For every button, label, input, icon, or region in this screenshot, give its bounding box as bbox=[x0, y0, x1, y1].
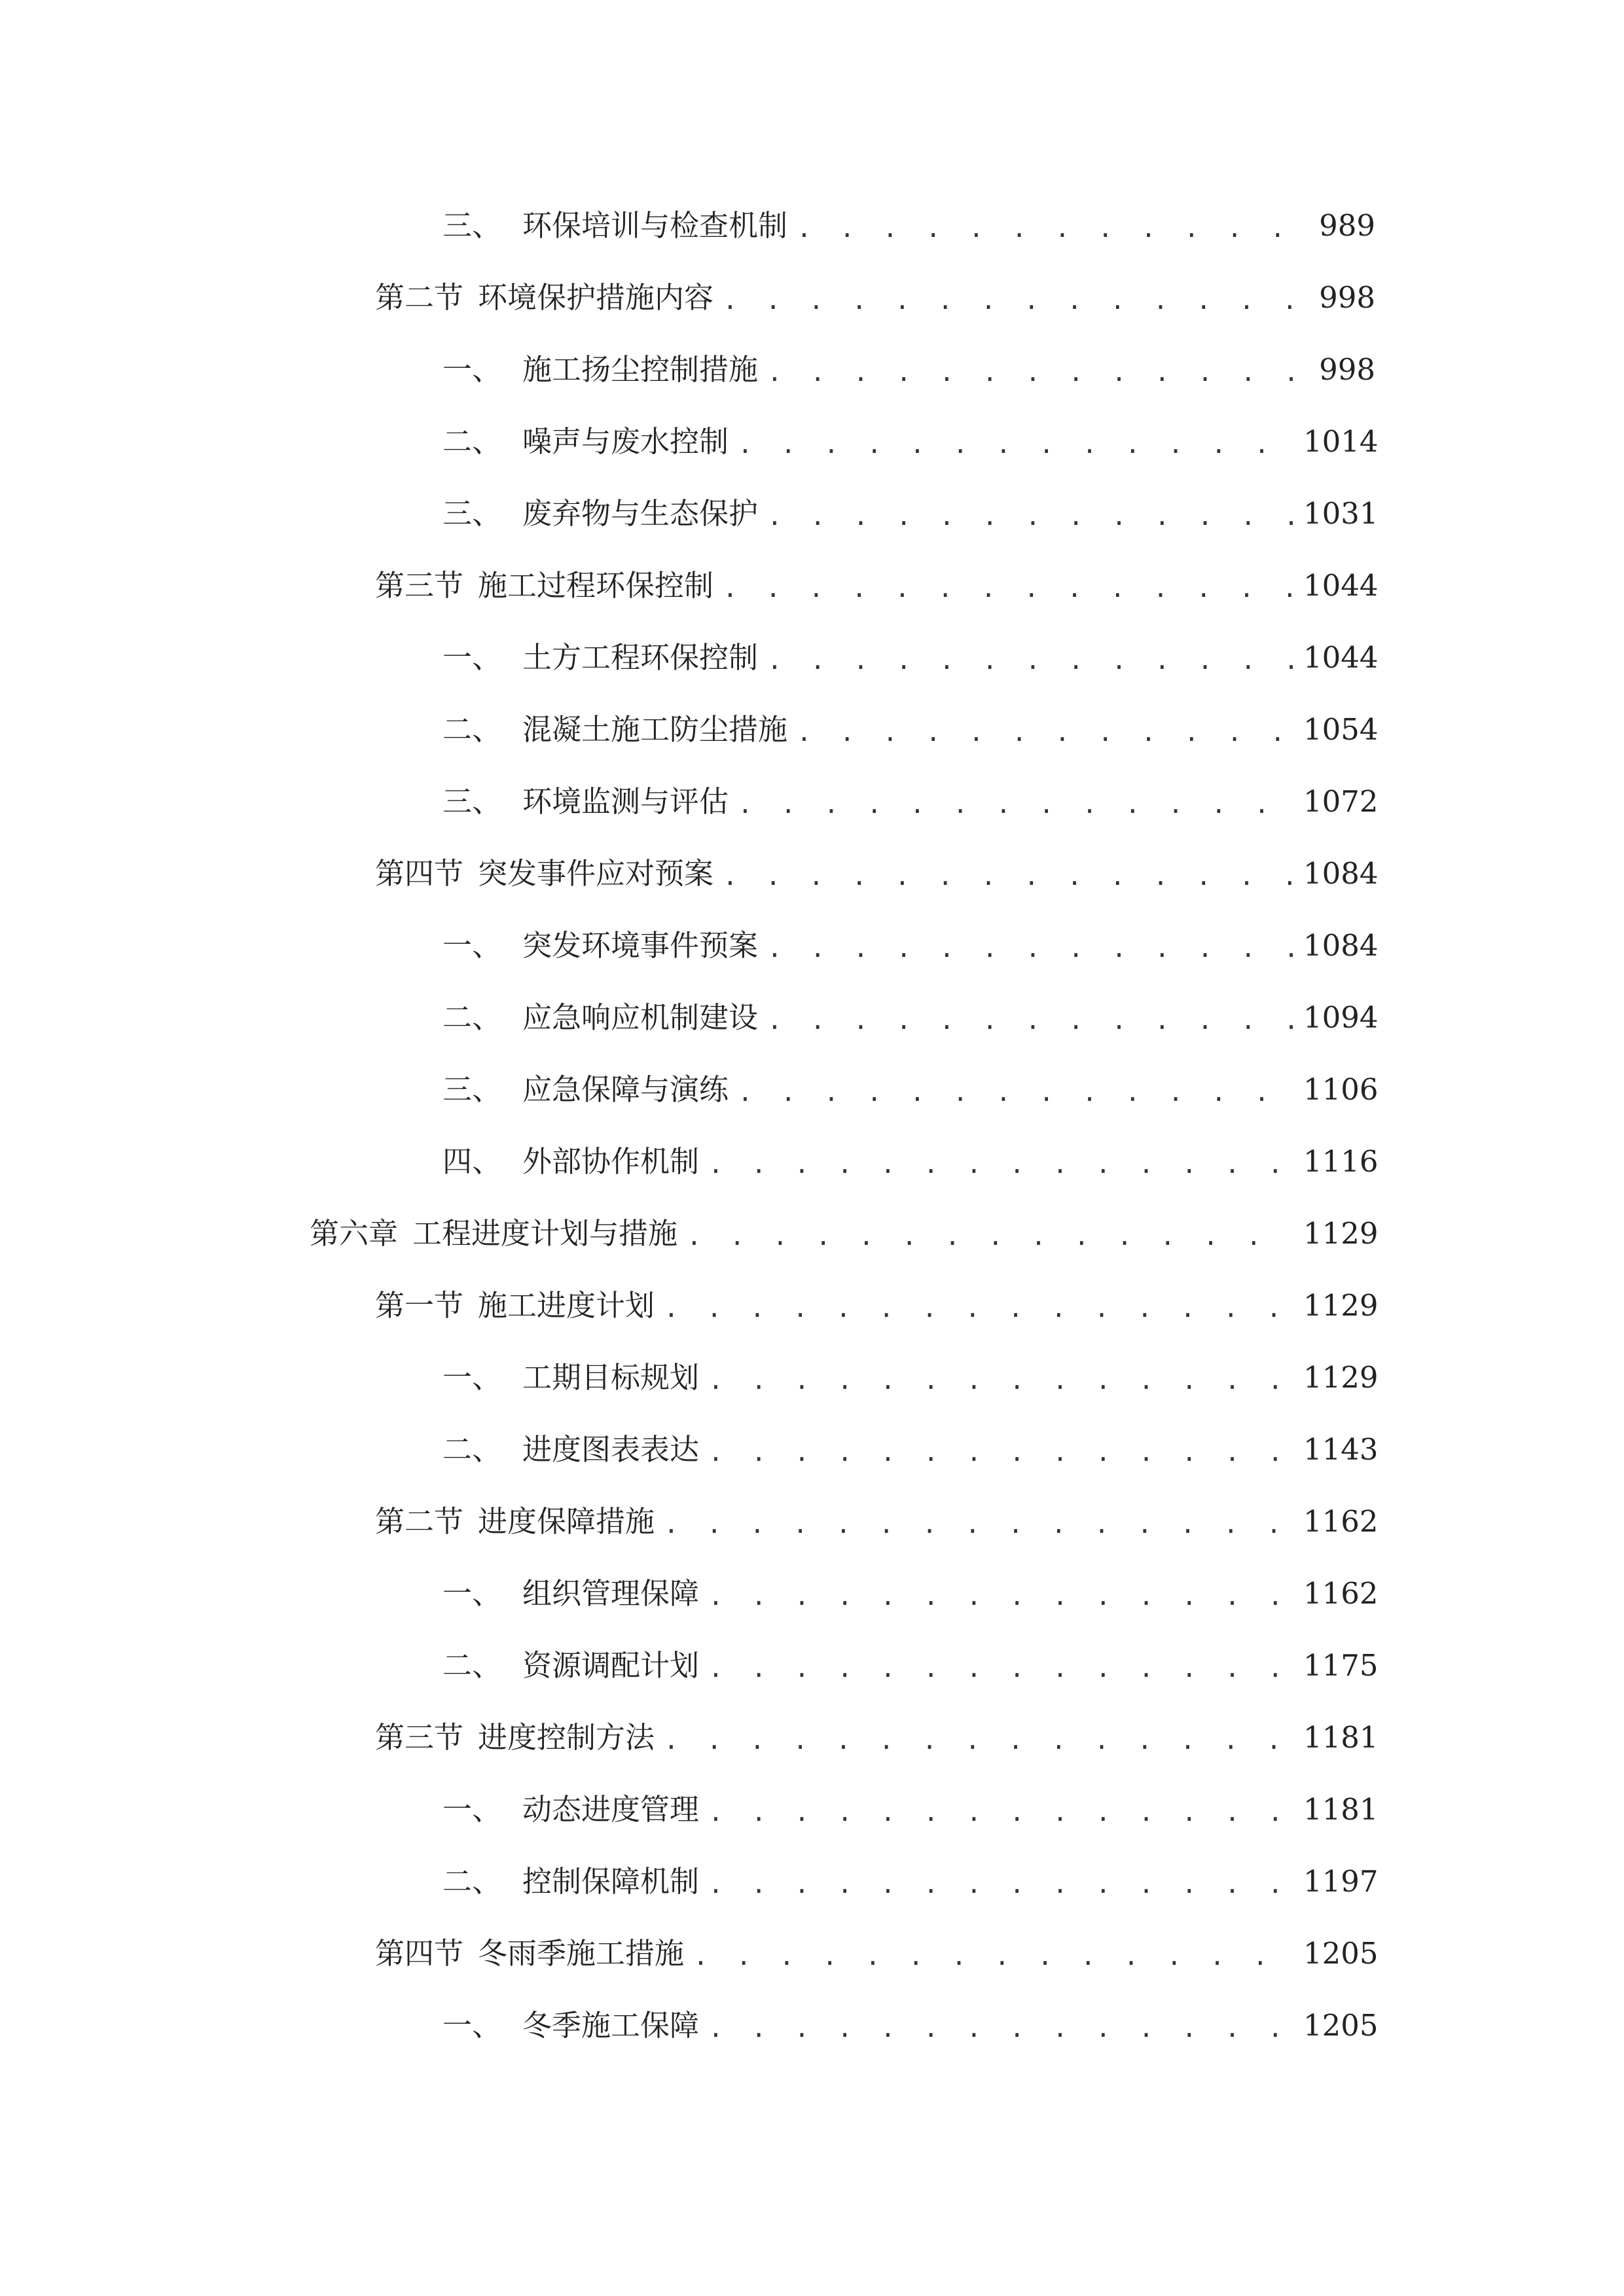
toc-dot-leader bbox=[767, 354, 1294, 391]
toc-dot-leader bbox=[708, 1650, 1294, 1687]
toc-entry-marker: 第四节 bbox=[375, 1936, 464, 1971]
toc-entry-item[interactable] bbox=[0, 910, 1624, 982]
toc-entry-label bbox=[442, 639, 758, 676]
toc-dot-leader bbox=[664, 1722, 1294, 1759]
toc-dot-leader bbox=[723, 282, 1294, 319]
toc-entry-title: 工期目标规划 bbox=[522, 1360, 700, 1395]
toc-entry-item[interactable] bbox=[0, 1774, 1624, 1846]
toc-entry-marker: 二、 bbox=[442, 1648, 502, 1683]
toc-entry-chapter[interactable] bbox=[0, 1198, 1624, 1270]
toc-entry-section[interactable] bbox=[0, 262, 1624, 334]
toc-dot-leader bbox=[708, 1362, 1294, 1399]
toc-entry-marker: 三、 bbox=[442, 784, 502, 819]
toc-entry-item[interactable] bbox=[0, 478, 1624, 550]
toc-page-number: 998 bbox=[1319, 280, 1375, 315]
toc-entry-item[interactable] bbox=[0, 190, 1624, 262]
toc-entry-marker: 三、 bbox=[442, 1072, 502, 1107]
toc-entry-marker: 第二节 bbox=[375, 1504, 464, 1539]
toc-page-number: 1054 bbox=[1303, 712, 1379, 747]
toc-dot-leader bbox=[723, 858, 1294, 895]
toc-dot-leader bbox=[664, 1290, 1294, 1327]
toc-entry-label bbox=[442, 351, 758, 388]
toc-entry-title: 进度控制方法 bbox=[478, 1720, 655, 1755]
toc-entry-marker: 第一节 bbox=[375, 1288, 464, 1323]
toc-entry-section[interactable] bbox=[0, 1918, 1624, 1990]
toc-entry-marker: 一、 bbox=[442, 352, 502, 387]
toc-entry-item[interactable] bbox=[0, 1990, 1624, 2062]
toc-entry-section[interactable] bbox=[0, 838, 1624, 910]
toc-entry-title: 组织管理保障 bbox=[522, 1576, 700, 1611]
toc-entry-section[interactable] bbox=[0, 1270, 1624, 1342]
toc-entry-title: 噪声与废水控制 bbox=[522, 424, 729, 459]
toc-dot-leader bbox=[738, 1074, 1294, 1111]
toc-page-number: 1162 bbox=[1303, 1504, 1379, 1539]
toc-page-number: 1094 bbox=[1303, 1000, 1379, 1035]
toc-dot-leader bbox=[738, 786, 1294, 823]
toc-entry-title: 应急响应机制建设 bbox=[522, 1000, 759, 1035]
toc-entry-marker: 一、 bbox=[442, 1360, 502, 1395]
toc-entry-section[interactable] bbox=[0, 1486, 1624, 1558]
toc-dot-leader bbox=[708, 1434, 1294, 1471]
toc-entry-label bbox=[442, 1431, 699, 1468]
toc-entry-title: 施工过程环保控制 bbox=[478, 568, 714, 603]
toc-entry-title: 土方工程环保控制 bbox=[522, 640, 759, 675]
toc-entry-item[interactable] bbox=[0, 406, 1624, 478]
toc-entry-label bbox=[442, 1359, 699, 1396]
toc-entry-label bbox=[442, 783, 729, 820]
toc-entry-item[interactable] bbox=[0, 1846, 1624, 1918]
toc-entry-marker: 二、 bbox=[442, 712, 502, 747]
toc-dot-leader bbox=[687, 1218, 1294, 1255]
toc-entry-label bbox=[375, 1503, 655, 1540]
toc-entry-label bbox=[375, 279, 713, 316]
toc-page-number: 1129 bbox=[1303, 1360, 1379, 1395]
toc-entry-title: 废弃物与生态保护 bbox=[522, 496, 759, 531]
toc-entry-marker: 三、 bbox=[442, 496, 502, 531]
toc-entry-label bbox=[442, 1647, 699, 1684]
toc-entry-item[interactable] bbox=[0, 1342, 1624, 1414]
toc-entry-marker: 第三节 bbox=[375, 1720, 464, 1755]
toc-dot-leader bbox=[767, 498, 1294, 535]
toc-entry-marker: 二、 bbox=[442, 1864, 502, 1899]
toc-entry-title: 施工扬尘控制措施 bbox=[522, 352, 759, 387]
toc-entry-label bbox=[375, 855, 713, 892]
toc-page-number: 1162 bbox=[1303, 1576, 1379, 1611]
toc-entry-marker: 一、 bbox=[442, 640, 502, 675]
toc-entry-label bbox=[310, 1215, 677, 1252]
toc-dot-leader bbox=[797, 714, 1294, 751]
toc-entry-title: 动态进度管理 bbox=[522, 1792, 700, 1827]
toc-entry-title: 环境保护措施内容 bbox=[478, 280, 714, 315]
toc-dot-leader bbox=[708, 1794, 1294, 1831]
toc-entry-label bbox=[375, 1935, 684, 1972]
toc-entry-marker: 二、 bbox=[442, 1432, 502, 1467]
toc-page-number: 1116 bbox=[1303, 1144, 1379, 1179]
toc-entry-label bbox=[375, 1287, 655, 1324]
toc-page-number: 1014 bbox=[1303, 424, 1379, 459]
toc-entry-label bbox=[375, 1719, 655, 1756]
toc-entry-title: 应急保障与演练 bbox=[522, 1072, 729, 1107]
toc-dot-leader bbox=[723, 570, 1294, 607]
toc-entry-marker: 二、 bbox=[442, 1000, 502, 1035]
toc-entry-marker: 第三节 bbox=[375, 568, 464, 603]
toc-entry-marker: 四、 bbox=[442, 1144, 502, 1179]
toc-page-number: 1205 bbox=[1303, 1936, 1379, 1971]
toc-page-number: 1175 bbox=[1303, 1648, 1379, 1683]
toc-entry-label bbox=[442, 1575, 699, 1612]
toc-page-number: 1031 bbox=[1303, 496, 1379, 531]
toc-dot-leader bbox=[738, 426, 1294, 463]
toc-entry-item[interactable] bbox=[0, 1126, 1624, 1198]
toc-page-number: 1143 bbox=[1303, 1432, 1379, 1467]
toc-page-number: 1072 bbox=[1303, 784, 1379, 819]
toc-entry-marker: 一、 bbox=[442, 1576, 502, 1611]
toc-dot-leader bbox=[767, 642, 1294, 679]
toc-entry-item[interactable] bbox=[0, 1558, 1624, 1630]
toc-page-number: 1044 bbox=[1303, 568, 1379, 603]
table-of-contents bbox=[0, 190, 1624, 2062]
toc-page-number: 1106 bbox=[1303, 1072, 1379, 1107]
toc-page-number: 989 bbox=[1319, 208, 1375, 243]
toc-entry-title: 混凝土施工防尘措施 bbox=[522, 712, 788, 747]
toc-entry-section[interactable] bbox=[0, 1702, 1624, 1774]
toc-entry-label bbox=[442, 927, 758, 964]
toc-entry-title: 环保培训与检查机制 bbox=[522, 208, 788, 243]
toc-entry-label bbox=[442, 1071, 729, 1108]
toc-dot-leader bbox=[664, 1506, 1294, 1543]
toc-entry-title: 冬雨季施工措施 bbox=[478, 1936, 685, 1971]
toc-entry-title: 环境监测与评估 bbox=[522, 784, 729, 819]
toc-dot-leader bbox=[708, 1578, 1294, 1615]
toc-entry-label bbox=[442, 711, 787, 748]
toc-entry-label bbox=[442, 999, 758, 1036]
toc-entry-item[interactable] bbox=[0, 622, 1624, 694]
toc-page-number: 1084 bbox=[1303, 928, 1379, 963]
toc-entry-item[interactable] bbox=[0, 694, 1624, 766]
toc-entry-title: 控制保障机制 bbox=[522, 1864, 700, 1899]
toc-entry-marker: 一、 bbox=[442, 928, 502, 963]
toc-entry-marker: 第二节 bbox=[375, 280, 464, 315]
toc-dot-leader bbox=[767, 1002, 1294, 1039]
toc-dot-leader bbox=[767, 930, 1294, 967]
toc-dot-leader bbox=[708, 1146, 1294, 1183]
toc-page-number: 1044 bbox=[1303, 640, 1379, 675]
toc-entry-item[interactable] bbox=[0, 1630, 1624, 1702]
toc-page-number: 1197 bbox=[1303, 1864, 1379, 1899]
toc-entry-item[interactable] bbox=[0, 982, 1624, 1054]
toc-entry-item[interactable] bbox=[0, 1414, 1624, 1486]
toc-page-number: 1205 bbox=[1303, 2008, 1379, 2043]
toc-entry-title: 冬季施工保障 bbox=[522, 2008, 700, 2043]
toc-entry-title: 进度保障措施 bbox=[478, 1504, 655, 1539]
toc-page-number: 1181 bbox=[1303, 1720, 1379, 1755]
toc-entry-item[interactable] bbox=[0, 766, 1624, 838]
toc-entry-marker: 第六章 bbox=[310, 1216, 399, 1251]
toc-dot-leader bbox=[708, 2010, 1294, 2047]
toc-entry-title: 外部协作机制 bbox=[522, 1144, 700, 1179]
toc-page-number: 1181 bbox=[1303, 1792, 1379, 1827]
toc-entry-marker: 三、 bbox=[442, 208, 502, 243]
toc-entry-title: 工程进度计划与措施 bbox=[412, 1216, 678, 1251]
toc-entry-label bbox=[442, 207, 787, 244]
toc-entry-section[interactable] bbox=[0, 550, 1624, 622]
toc-entry-label bbox=[442, 1143, 699, 1180]
toc-dot-leader bbox=[708, 1866, 1294, 1903]
toc-entry-title: 进度图表表达 bbox=[522, 1432, 700, 1467]
toc-entry-label bbox=[442, 495, 758, 532]
toc-entry-title: 突发环境事件预案 bbox=[522, 928, 759, 963]
toc-entry-title: 突发事件应对预案 bbox=[478, 856, 714, 891]
toc-entry-title: 施工进度计划 bbox=[478, 1288, 655, 1323]
toc-entry-title: 资源调配计划 bbox=[522, 1648, 700, 1683]
toc-entry-label bbox=[442, 1863, 699, 1900]
toc-dot-leader bbox=[797, 210, 1294, 247]
toc-page-number: 1084 bbox=[1303, 856, 1379, 891]
toc-entry-label bbox=[375, 567, 713, 604]
toc-page-number: 998 bbox=[1319, 352, 1375, 387]
toc-entry-marker: 二、 bbox=[442, 424, 502, 459]
toc-page-number: 1129 bbox=[1303, 1288, 1379, 1323]
toc-entry-label bbox=[442, 2007, 699, 2044]
toc-dot-leader bbox=[693, 1938, 1294, 1975]
toc-entry-label bbox=[442, 423, 729, 460]
toc-page-number: 1129 bbox=[1303, 1216, 1379, 1251]
toc-entry-label bbox=[442, 1791, 699, 1828]
toc-entry-marker: 第四节 bbox=[375, 856, 464, 891]
toc-entry-item[interactable] bbox=[0, 334, 1624, 406]
toc-entry-marker: 一、 bbox=[442, 2008, 502, 2043]
toc-entry-marker: 一、 bbox=[442, 1792, 502, 1827]
toc-entry-item[interactable] bbox=[0, 1054, 1624, 1126]
